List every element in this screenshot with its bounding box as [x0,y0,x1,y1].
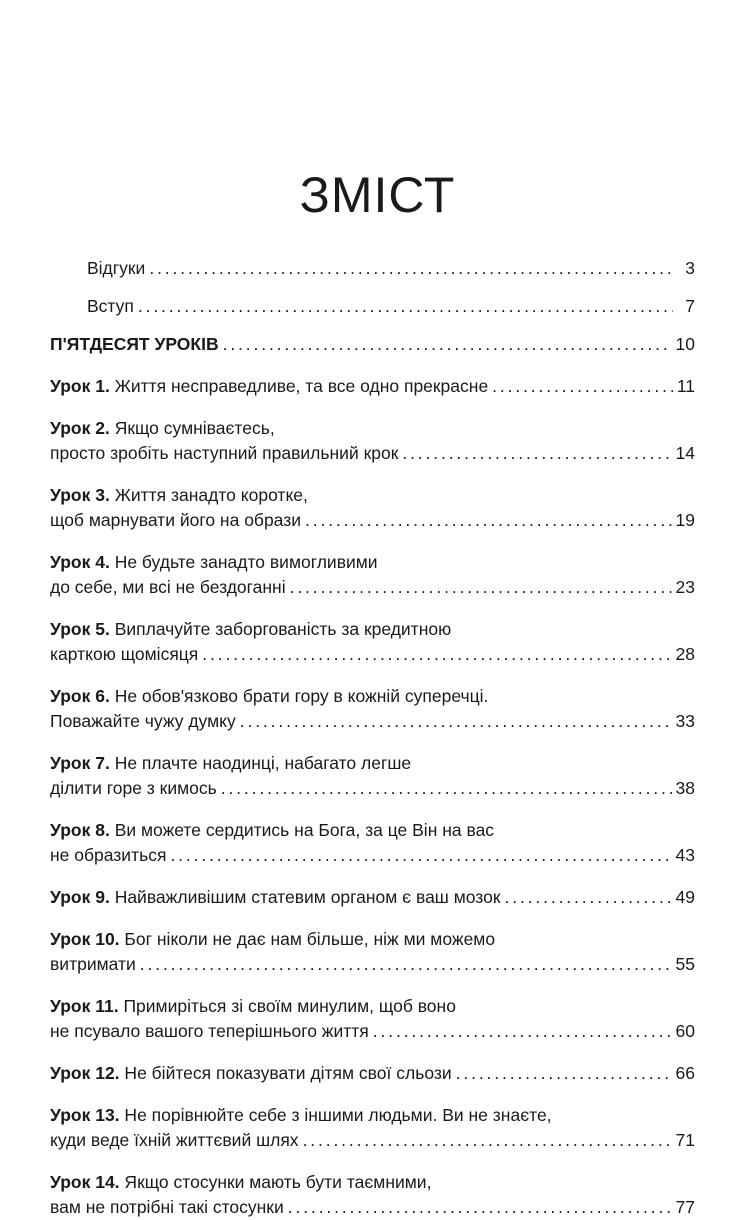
lesson-label: Урок 10. [50,929,120,949]
lesson-label: Урок 14. [50,1172,120,1192]
lesson-label: Урок 6. [50,686,110,706]
toc-entry-text-line1: Якщо сумніваєтесь, [109,418,275,438]
toc-page-number: 77 [675,1197,695,1217]
toc-page-number: 23 [675,577,695,597]
toc-entry-text: Найважливішим статевим органом є ваш мозок [109,887,501,907]
leader-dots [288,1195,672,1220]
toc-entry-lesson-3[interactable] [50,483,695,533]
toc-entry-lesson-14[interactable] [50,1170,695,1220]
lesson-label: Урок 4. [50,552,110,572]
toc-page-number: 71 [675,1130,695,1150]
toc-page-number: 33 [675,711,695,731]
lesson-label: Урок 9. [50,887,110,907]
leader-dots [170,843,671,868]
toc-entry-text-line2: не образиться [50,845,167,865]
toc-entry-text: Не бійтеся показувати дітям свої сльози [119,1063,452,1083]
toc-entry-text-line1: Ви можете сердитись на Бога, за це Він на вас [109,820,495,840]
toc-page-number: 19 [675,510,695,530]
lesson-label: Урок 8. [50,820,110,840]
toc-page-number: 38 [675,778,695,798]
toc-entry-text-line1: Якщо стосунки мають бути таємними, [119,1172,432,1192]
toc-page-number: 11 [676,376,695,396]
toc-entry-section-heading[interactable] [50,332,695,357]
lesson-label: Урок 13. [50,1105,120,1125]
lesson-label: Урок 1. [50,376,110,396]
toc-entry-lesson-10[interactable] [50,927,695,977]
leader-dots [149,256,673,281]
toc-entry-text-line2: витримати [50,954,136,974]
toc-entry-text-line2: куди веде їхній життєвий шлях [50,1130,299,1150]
leader-dots [505,885,672,910]
lesson-label: Урок 7. [50,753,110,773]
toc-entry-text-line1: Примиріться зі своїм минулим, щоб воно [118,996,456,1016]
lesson-label: Урок 5. [50,619,110,639]
toc-entry-reviews[interactable] [50,256,695,281]
toc-entry-lesson-8[interactable] [50,818,695,868]
toc-section-label: П'ЯТДЕСЯТ УРОКІВ [50,334,219,354]
leader-dots [240,709,672,734]
toc-entry-text-line1: Не порівнюйте себе з іншими людьми. Ви не знаєте, [119,1105,552,1125]
toc-page-number: 3 [685,258,695,278]
toc-entry-lesson-2[interactable] [50,416,695,466]
toc-page-number: 10 [675,334,695,354]
toc-entry-text-line2: вам не потрібні такі стосунки [50,1197,284,1217]
toc-entry-text: Вступ [87,296,134,316]
toc-entry-lesson-4[interactable] [50,550,695,600]
toc-page-number: 55 [675,954,695,974]
lesson-label: Урок 12. [50,1063,120,1083]
toc-page-number: 66 [675,1063,695,1083]
lesson-label: Урок 3. [50,485,110,505]
leader-dots [140,952,672,977]
toc-entry-introduction[interactable] [50,294,695,319]
toc-entry-lesson-5[interactable] [50,617,695,667]
toc-entry-lesson-11[interactable] [50,994,695,1044]
toc-entry-lesson-9[interactable] [50,885,695,910]
toc-entry-lesson-6[interactable] [50,684,695,734]
toc-entry-text-line1: Виплачуйте заборгованість за кредитною [109,619,452,639]
leader-dots [202,642,671,667]
leader-dots [138,294,673,319]
toc-entry-text-line1: Не плачте наодинці, набагато легше [109,753,412,773]
toc-entry-lesson-13[interactable] [50,1103,695,1153]
toc-entry-text: Відгуки [87,258,146,278]
toc-page-number: 43 [675,845,695,865]
lesson-label: Урок 2. [50,418,110,438]
toc-entry-text-line2: Поважайте чужу думку [50,711,236,731]
toc-entry-lesson-1[interactable] [50,374,695,399]
toc-entry-text-line1: Не будьте занадто вимогливими [109,552,378,572]
toc-entry-text-line2: просто зробіть наступний правильний крок [50,443,399,463]
toc-entry-lesson-12[interactable] [50,1061,695,1086]
toc-page-number: 14 [675,443,695,463]
toc-entry-text-line2: не псувало вашого теперішнього життя [50,1021,369,1041]
leader-dots [223,332,672,357]
toc-entry-text-line1: Життя занадто коротке, [109,485,308,505]
toc-entry-text-line2: до себе, ми всі не бездоганні [50,577,286,597]
toc-page-number: 7 [685,296,695,316]
table-of-contents [50,256,695,1220]
leader-dots [456,1061,672,1086]
leader-dots [221,776,672,801]
page-title: ЗМІСТ [299,167,456,223]
leader-dots [373,1019,672,1044]
leader-dots [492,374,673,399]
toc-page-number: 28 [675,644,695,664]
toc-entry-text: Життя несправедливе, та все одно прекрасне [109,376,489,396]
leader-dots [305,508,672,533]
toc-page-number: 49 [675,887,695,907]
toc-entry-text-line1: Бог ніколи не дає нам більше, ніж ми можемо [119,929,496,949]
toc-entry-text-line1: Не обов'язково брати гору в кожній суперечці. [109,686,489,706]
leader-dots [402,441,671,466]
toc-entry-lesson-7[interactable] [50,751,695,801]
leader-dots [290,575,672,600]
toc-entry-text-line2: щоб марнувати його на образи [50,510,302,530]
toc-page-number: 60 [675,1021,695,1041]
leader-dots [303,1128,672,1153]
toc-entry-text-line2: ділити горе з кимось [50,778,217,798]
lesson-label: Урок 11. [50,996,119,1016]
toc-entry-text-line2: карткою щомісяця [50,644,199,664]
